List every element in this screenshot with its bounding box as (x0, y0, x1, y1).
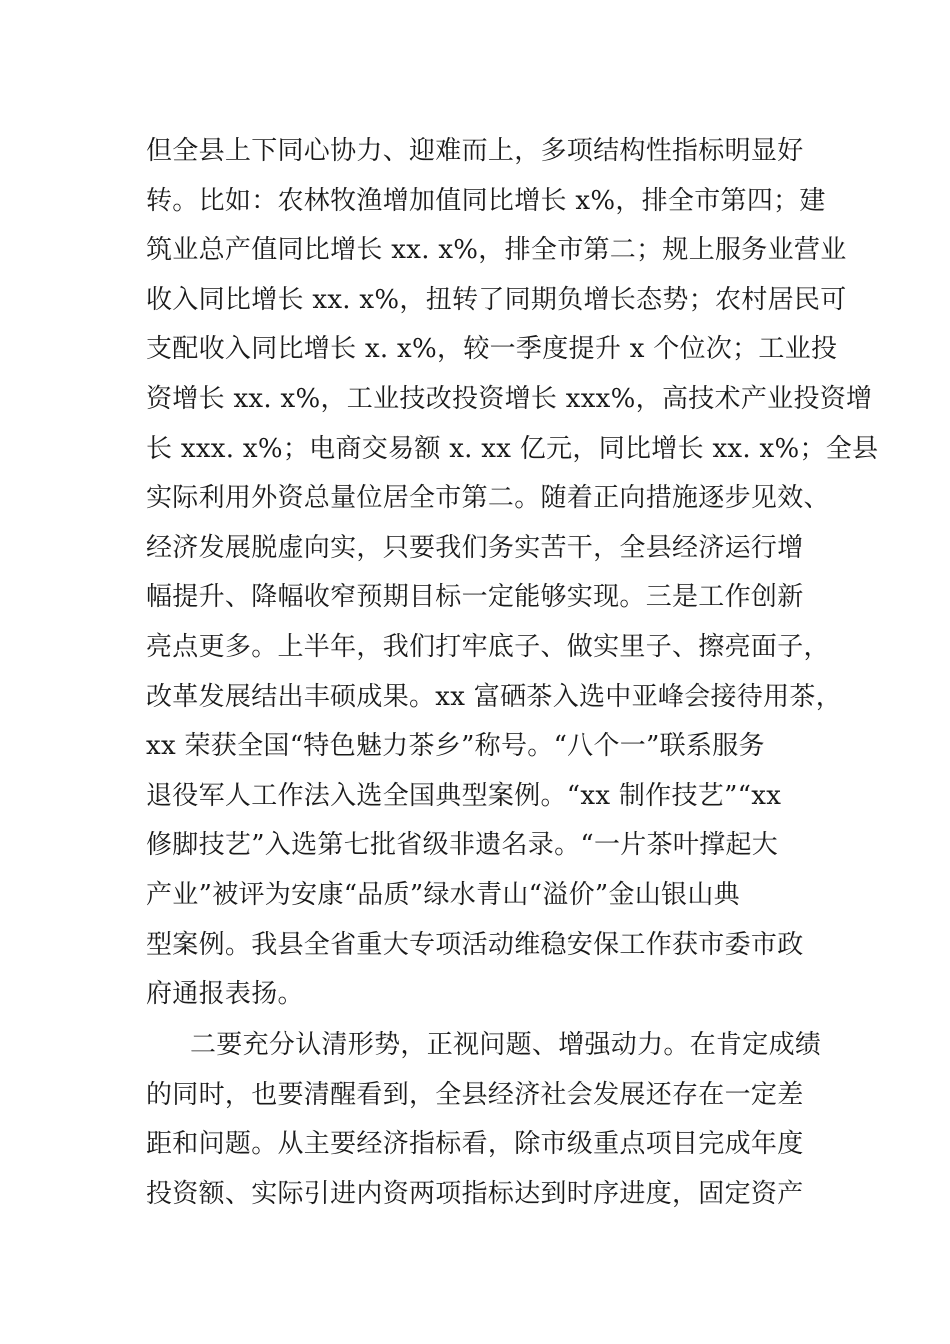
text-line: 投资额、实际引进内资两项指标达到时序进度，固定资产 (146, 1178, 804, 1209)
text-line: 的同时，也要清醒看到，全县经济社会发展还存在一定差 (146, 1079, 804, 1110)
text-line: 收入同比增长 xx. x%，扭转了同期负增长态势；农村居民可 (146, 284, 847, 315)
text-line: 改革发展结出丰硕成果。xx 富硒茶入选中亚峰会接待用茶， (146, 681, 842, 712)
text-line: 二要充分认清形势，正视问题、增强动力。在肯定成绩 (190, 1030, 822, 1060)
text-line: 经济发展脱虚向实，只要我们务实苦干，全县经济运行增 (146, 532, 804, 563)
text-line: 筑业总产值同比增长 xx. x%，排全市第二；规上服务业营业 (146, 235, 847, 266)
text-line: 实际利用外资总量位居全市第二。随着正向措施逐步见效、 (146, 483, 830, 514)
text-line: 但全县上下同心协力、迎难而上，多项结构性指标明显好 (146, 136, 804, 166)
text-line: 距和问题。从主要经济指标看，除市级重点项目完成年度 (146, 1129, 804, 1160)
paragraph-achievements (146, 127, 879, 1020)
paragraph-situation (146, 1021, 822, 1219)
text-line: 支配收入同比增长 x. x%，较一季度提升 x 个位次；工业投 (146, 334, 838, 365)
text-line: 资增长 xx. x%，工业技改投资增长 xxx%，高技术产业投资增 (146, 383, 873, 414)
text-line: 修脚技艺”入选第七批省级非遗名录。“一片茶叶撑起大 (146, 830, 779, 861)
text-line: 型案例。我县全省重大专项活动维稳安保工作获市委市政 (146, 929, 804, 960)
text-line: xx 荣获全国“特色魅力茶乡”称号。“八个一”联系服务 (146, 731, 765, 762)
text-line: 亮点更多。上半年，我们打牢底子、做实里子、擦亮面子， (146, 631, 830, 662)
text-line: 退役军人工作法入选全国典型案例。“xx 制作技艺”“xx (146, 780, 782, 811)
text-line: 幅提升、降幅收窄预期目标一定能够实现。三是工作创新 (146, 582, 804, 613)
text-line: 转。比如：农林牧渔增加值同比增长 x%，排全市第四；建 (146, 185, 826, 216)
text-line: 长 xxx. x%；电商交易额 x. xx 亿元，同比增长 xx. x%；全县 (146, 433, 879, 464)
text-line: 产业”被评为安康“品质”绿水青山“溢价”金山银山典 (146, 879, 740, 910)
text-line: 府通报表扬。 (146, 979, 304, 1010)
